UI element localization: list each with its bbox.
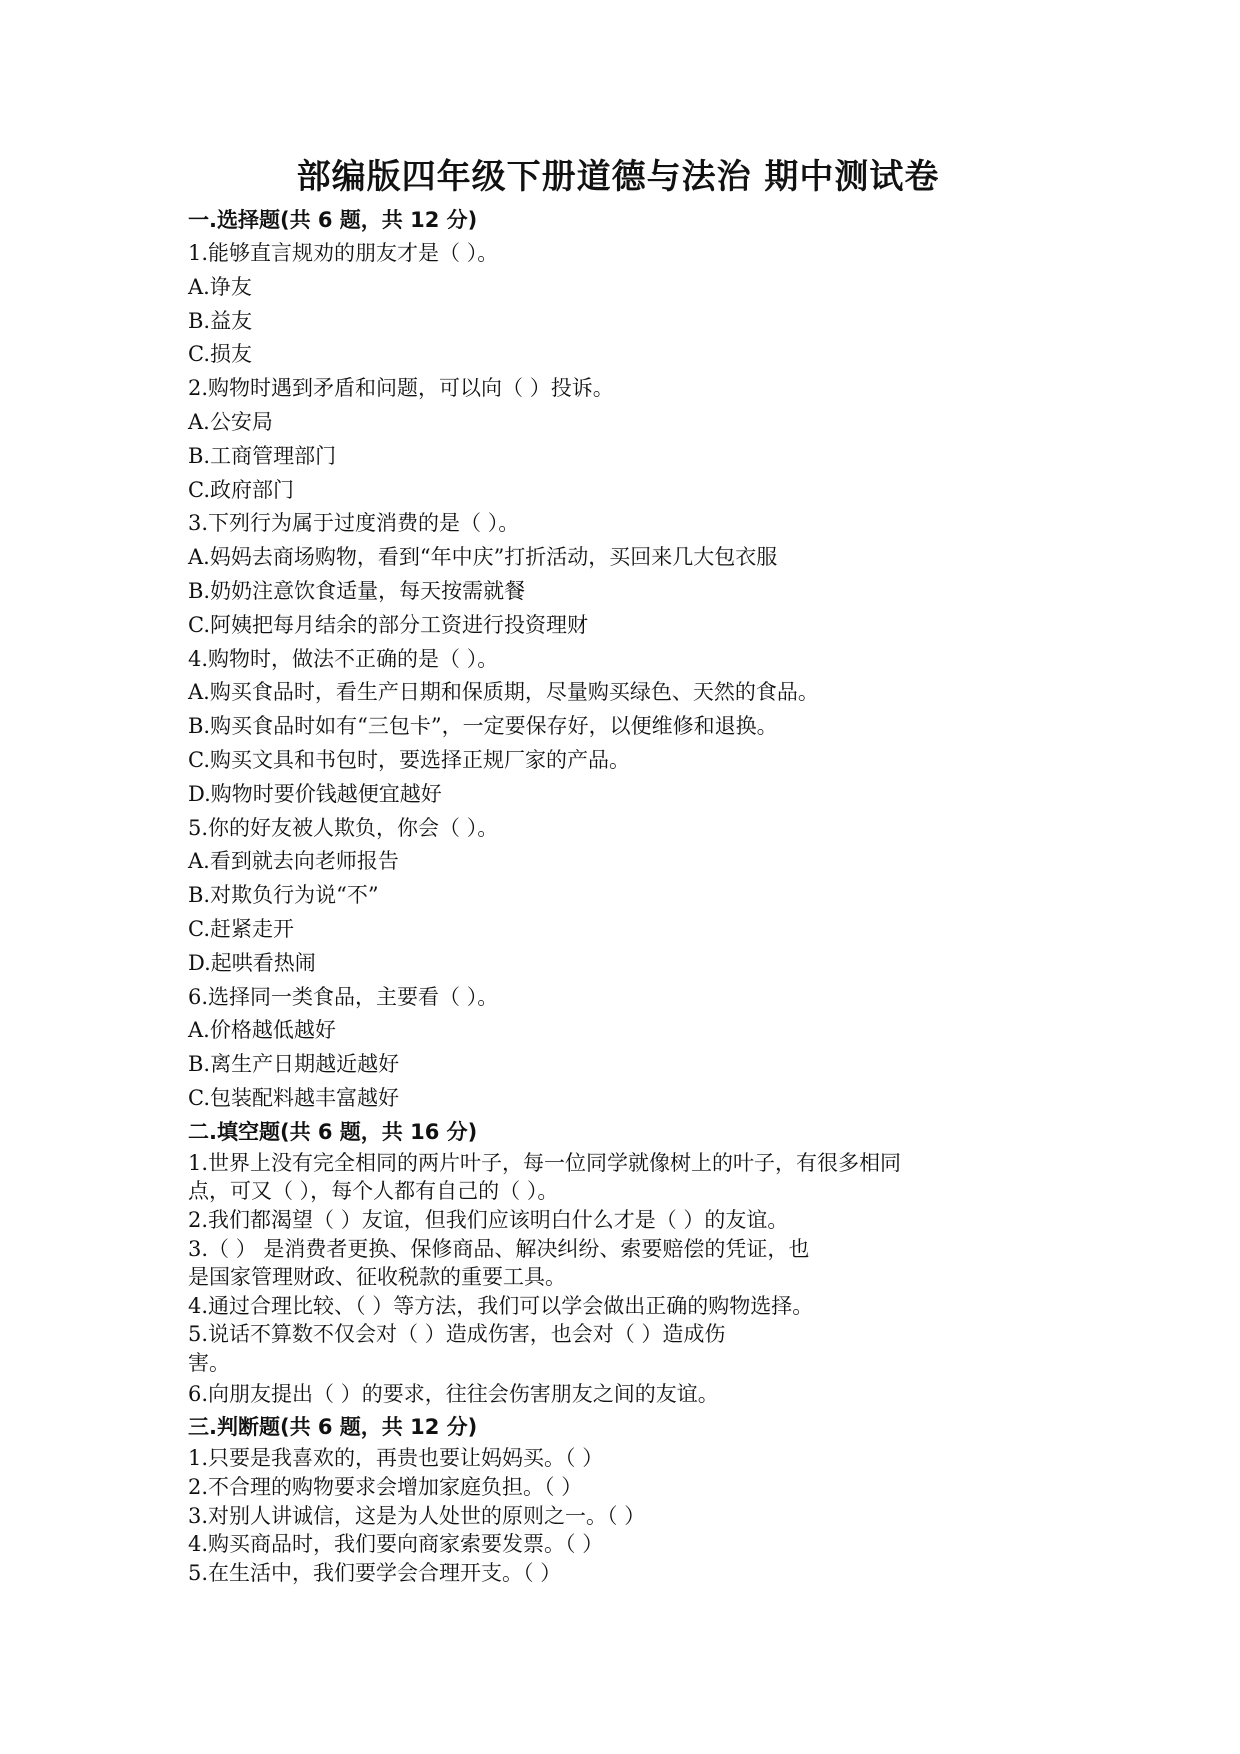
option-line: B.益友 <box>188 308 253 333</box>
option-line: A.价格越低越好 <box>188 1018 336 1043</box>
fill-question-5-cont: 害。 <box>188 1350 230 1375</box>
fill-question-5: 5.说话不算数不仅会对（ ）造成伤害，也会对（ ）造成伤 <box>188 1322 726 1347</box>
option-line: B.对欺负行为说“不” <box>188 883 379 908</box>
option-line: C.赶紧走开 <box>188 916 294 941</box>
question-1: 1.能够直言规劝的朋友才是（ ）。 <box>188 241 499 265</box>
section-true-false <box>188 1411 1048 1587</box>
option-line: C.政府部门 <box>188 477 294 502</box>
judge-question-5: 5.在生活中，我们要学会合理开支。（ ） <box>188 1560 562 1585</box>
fill-question-4: 4.通过合理比较、（ ）等方法，我们可以学会做出正确的购物选择。 <box>188 1293 814 1318</box>
option-line: C.阿姨把每月结余的部分工资进行投资理财 <box>188 612 588 637</box>
option-line: A.妈妈去商场购物，看到“年中庆”打折活动，买回来几大包衣服 <box>188 545 778 570</box>
question-5: 5.你的好友被人欺负，你会（ ）。 <box>188 815 499 840</box>
option-line: D.起哄看热闹 <box>188 950 316 975</box>
question-6: 6.选择同一类食品，主要看（ ）。 <box>188 984 499 1009</box>
judge-question-2: 2.不合理的购物要求会增加家庭负担。（ ） <box>188 1475 583 1500</box>
fill-question-3-cont: 是国家管理财政、征收税款的重要工具。 <box>188 1265 566 1290</box>
judge-question-1: 1.只要是我喜欢的，再贵也要让妈妈买。（ ） <box>188 1446 604 1471</box>
option-line: C.购买文具和书包时，要选择正规厂家的产品。 <box>188 747 630 772</box>
question-3: 3.下列行为属于过度消费的是（ ）。 <box>188 511 520 536</box>
option-line: A.公安局 <box>188 409 273 434</box>
page-title: 部编版四年级下册道德与法治 期中测试卷 <box>296 157 940 197</box>
exam-page <box>188 150 1048 1587</box>
option-line: A.购买食品时，看生产日期和保质期，尽量购买绿色、天然的食品。 <box>188 680 819 705</box>
fill-question-1-cont: 点，可又（ ），每个人都有自己的（ ）。 <box>188 1179 559 1204</box>
section-heading: 一.选择题(共 6 题，共 12 分) <box>188 208 478 232</box>
option-line: B.工商管理部门 <box>188 443 337 468</box>
question-4: 4.购物时，做法不正确的是（ ）。 <box>188 646 499 671</box>
judge-question-3: 3.对别人讲诚信，这是为人处世的原则之一。（ ） <box>188 1503 646 1528</box>
fill-question-1: 1.世界上没有完全相同的两片叶子，每一位同学就像树上的叶子，有很多相同 <box>188 1150 902 1175</box>
section-choice <box>188 204 1048 1116</box>
question-2: 2.购物时遇到矛盾和问题，可以向（ ）投诉。 <box>188 376 614 401</box>
option-line: C.损友 <box>188 342 252 367</box>
fill-question-6: 6.向朋友提出（ ）的要求，往往会伤害朋友之间的友谊。 <box>188 1382 719 1407</box>
fill-question-2: 2.我们都渴望（ ）友谊，但我们应该明白什么才是（ ）的友谊。 <box>188 1207 789 1232</box>
option-line: B.购买食品时如有“三包卡”，一定要保存好，以便维修和退换。 <box>188 714 778 739</box>
section-fill-blank <box>188 1116 1048 1412</box>
judge-question-4: 4.购买商品时，我们要向商家索要发票。（ ） <box>188 1532 604 1557</box>
fill-question-3: 3.（ ） 是消费者更换、保修商品、解决纠纷、索要赔偿的凭证，也 <box>188 1236 810 1261</box>
option-line: C.包装配料越丰富越好 <box>188 1085 399 1110</box>
section-heading: 二.填空题(共 6 题，共 16 分) <box>188 1119 478 1144</box>
option-line: B.离生产日期越近越好 <box>188 1052 400 1077</box>
option-line: A.诤友 <box>188 274 252 299</box>
option-line: D.购物时要价钱越便宜越好 <box>188 781 442 806</box>
option-line: B.奶奶注意饮食适量，每天按需就餐 <box>188 578 526 603</box>
option-line: A.看到就去向老师报告 <box>188 849 399 874</box>
section-heading: 三.判断题(共 6 题，共 12 分) <box>188 1415 478 1440</box>
